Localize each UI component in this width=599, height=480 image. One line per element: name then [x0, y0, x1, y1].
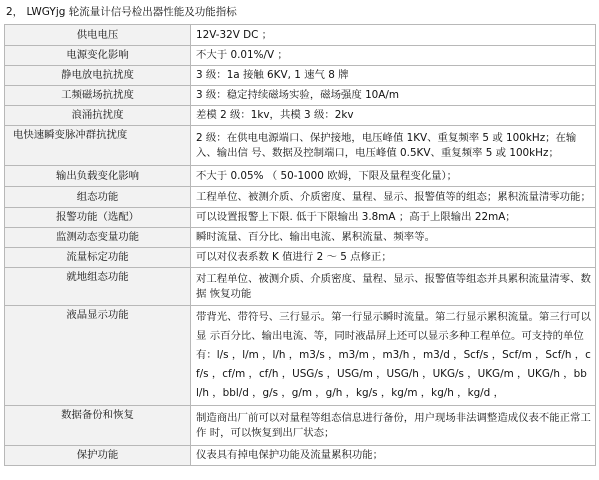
- row-value: 对工程单位、被测介质、介质密度、量程、显示、报警值等组态并具累积流量清零、数据 恢复功能: [191, 268, 596, 306]
- row-value: 2 级：在供电电源端口、保护接地，电压峰值 1KV、重复频率 5 或 100kHz；在输入、输出信 号、数据及控制端口，电压峰值 0.5KV、重复频率 5 或 100kHz；: [191, 126, 596, 166]
- section-heading: 2， LWGYjg 轮流量计信号检出器性能及功能指标: [6, 6, 237, 18]
- row-label: 电快速瞬变脉冲群抗扰度: [5, 126, 191, 166]
- row-label: 液晶显示功能: [5, 306, 191, 406]
- table-row: [5, 228, 596, 248]
- row-label: 浪涌抗扰度: [5, 106, 191, 126]
- table-row: [5, 66, 596, 86]
- row-label: 就地组态功能: [5, 268, 191, 306]
- table-row: [5, 86, 596, 106]
- row-label: 静电放电抗扰度: [5, 66, 191, 86]
- row-value: 3 级：1a 接触 6KV, 1 速气 8 牌: [191, 66, 596, 86]
- row-value: 制造商出厂前可以对量程等组态信息进行备份，用户现场非法调整造成仪表不能正常工作 时，可以恢复到出厂状态；: [191, 406, 596, 446]
- row-label: 工频磁场抗扰度: [5, 86, 191, 106]
- row-label: 数据备份和恢复: [5, 406, 191, 446]
- table-row: [5, 46, 596, 66]
- row-label: 流量标定功能: [5, 248, 191, 268]
- row-label: 监测动态变量功能: [5, 228, 191, 248]
- row-value: 差模 2 级：1kv，共模 3 级：2kv: [191, 106, 596, 126]
- table-row: [5, 446, 596, 466]
- row-value: 带背光、带符号、三行显示。第一行显示瞬时流量。第二行显示累积流量。第三行可以显 示百分比、输出电流、等，同时液晶屏上还可以显示多种工程单位。可支持的单位有：l/s ，l/m ，l/h ，m3/s ，m3/m ，m3/h ，m3/d ，Scf/s ，Scf/m ，Scf/h ，cf/s ，cf/m ，cf/h ，USG/s ，USG/m ，USG/h ，UKG/s ，UKG/m ，UKG/h ，bbl/h ，bbl/d ，g/s ，g/m ，g/h ，kg/s ，kg/m ，kg/h ，kg/d ，: [191, 306, 596, 406]
- row-value: 瞬时流量、百分比、输出电流、累积流量、频率等。: [191, 228, 596, 248]
- row-value: 不大于 0.05% （ 50-1000 欧姆，下限及量程变化量）；: [191, 166, 596, 187]
- row-label: 输出负载变化影响: [5, 166, 191, 187]
- table-row: [5, 187, 596, 208]
- row-label: 保护功能: [5, 446, 191, 466]
- table-row: [5, 208, 596, 228]
- table-row: [5, 406, 596, 446]
- row-value: 不大于 0.01%/V ；: [191, 46, 596, 66]
- table-row: [5, 106, 596, 126]
- row-value: 12V-32V DC ；: [191, 25, 596, 46]
- table-row: [5, 25, 596, 46]
- table-row: [5, 248, 596, 268]
- table-row: [5, 268, 596, 306]
- row-label: 电源变化影响: [5, 46, 191, 66]
- spec-table: [4, 24, 596, 466]
- row-label: 组态功能: [5, 187, 191, 208]
- row-value: 工程单位、被测介质、介质密度、量程、显示、报警值等的组态；累积流量清零功能；: [191, 187, 596, 208]
- row-label: 报警功能（选配）: [5, 208, 191, 228]
- row-value: 仪表具有掉电保护功能及流量累积功能；: [191, 446, 596, 466]
- row-value: 3 级：稳定持续磁场实验，磁场强度 10A/m: [191, 86, 596, 106]
- table-row: [5, 166, 596, 187]
- row-label: 供电电压: [5, 25, 191, 46]
- row-value: 可以对仪表系数 K 值进行 2 ～ 5 点修正；: [191, 248, 596, 268]
- table-row: [5, 306, 596, 406]
- row-value: 可以设置报警上下限. 低于下限输出 3.8mA ；高于上限输出 22mA；: [191, 208, 596, 228]
- table-row: [5, 126, 596, 166]
